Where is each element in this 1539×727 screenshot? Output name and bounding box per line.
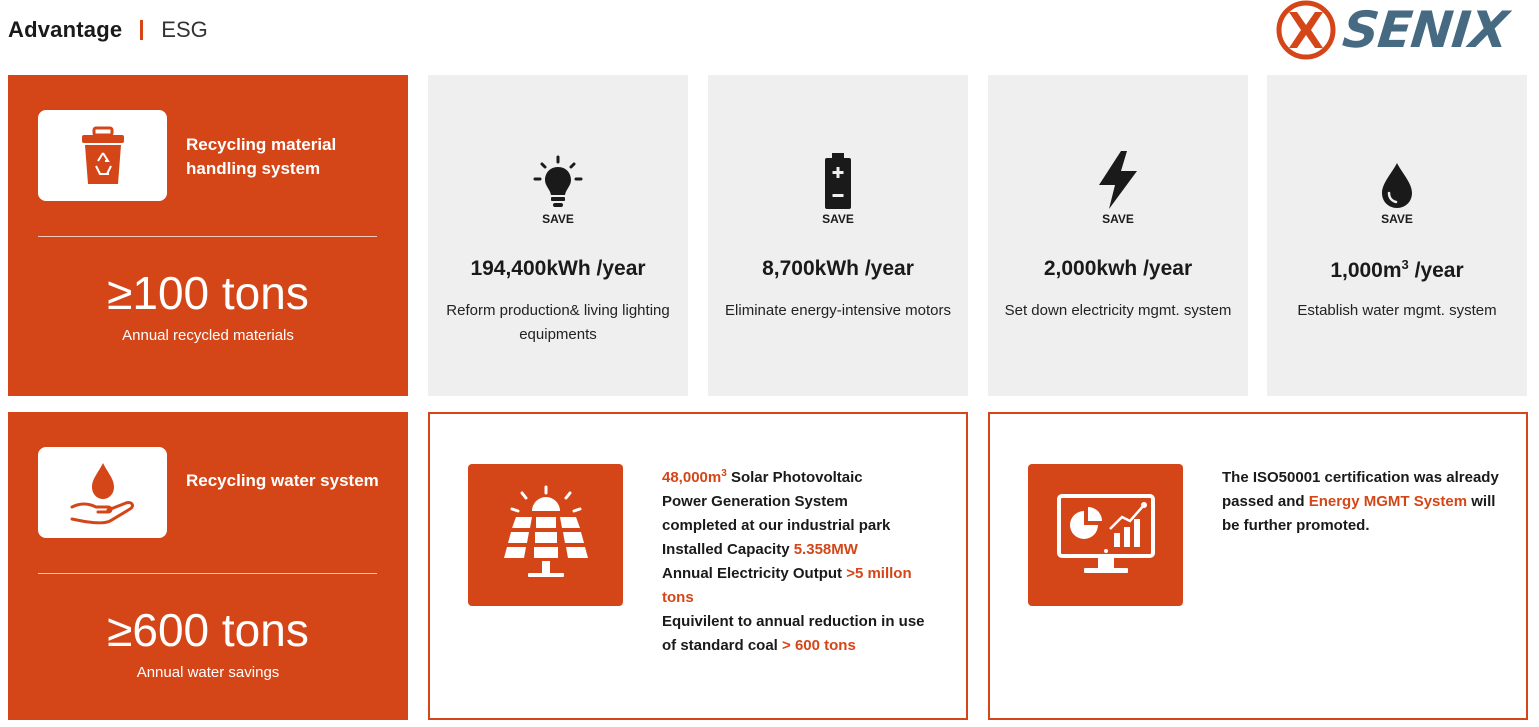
recycled-materials-value: ≥100 tons bbox=[107, 267, 309, 319]
capacity-value: 5.358MW bbox=[793, 541, 858, 558]
solar-panel-icon bbox=[498, 485, 594, 585]
page-title: Advantage bbox=[8, 17, 123, 42]
water-hand-icon bbox=[70, 461, 136, 525]
senix-wordmark: SENIX bbox=[1339, 1, 1511, 59]
monitor-chart-icon bbox=[1056, 493, 1156, 577]
save-label: SAVE bbox=[542, 212, 574, 226]
lighting-savings-value: 194,400kWh /year bbox=[470, 257, 646, 280]
solar-pv-card bbox=[428, 412, 968, 720]
electricity-savings-desc: Set down electricity mgmt. system bbox=[1004, 302, 1232, 319]
solar-area-value: $48,000m^3$ bbox=[662, 468, 727, 486]
senix-emblem-icon bbox=[1275, 0, 1337, 60]
senix-logo[interactable] bbox=[1275, 0, 1530, 60]
output-value: >5 millon tons bbox=[662, 565, 912, 606]
recycling-material-panel bbox=[8, 75, 408, 396]
recycling-water-label: Recycling water system bbox=[186, 471, 379, 490]
page-header bbox=[8, 14, 208, 46]
recycle-bin-icon bbox=[78, 126, 128, 186]
lighting-savings-desc: Reform production& living lighting equipments bbox=[446, 302, 670, 343]
panel-divider bbox=[38, 236, 377, 237]
recycling-water-panel bbox=[8, 412, 408, 720]
solar-pv-text: $48,000m^3$ Solar Photovoltaic Power Generation System completed at our industrial park Installed Capacity 5.358MW Annual Electricity Output >5 millon tons Equivilent to annual reduction in use of standard coal > 600 tons bbox=[662, 468, 925, 654]
recycling-water-icon-box bbox=[38, 447, 167, 538]
water-savings-value: ≥600 tons bbox=[107, 604, 309, 656]
solar-icon-box bbox=[468, 464, 623, 606]
iso-certification-card bbox=[988, 412, 1528, 720]
reduction-value: > 600 tons bbox=[782, 637, 856, 654]
save-card-motors bbox=[708, 75, 968, 396]
recycling-material-label: Recycling material handling system bbox=[186, 135, 337, 178]
lightbulb-icon bbox=[531, 155, 585, 209]
water-savings-card-value: $1,000m^3$ /year bbox=[1330, 257, 1464, 282]
panel-divider bbox=[38, 573, 377, 574]
save-label: SAVE bbox=[1102, 212, 1134, 226]
motors-savings-desc: Eliminate energy-intensive motors bbox=[725, 302, 951, 319]
lightning-icon bbox=[1097, 151, 1139, 209]
water-savings-card-desc: Establish water mgmt. system bbox=[1297, 302, 1497, 319]
battery-icon bbox=[823, 153, 853, 209]
save-card-electricity bbox=[988, 75, 1248, 396]
recycled-materials-caption: Annual recycled materials bbox=[122, 327, 294, 344]
water-savings-caption: Annual water savings bbox=[136, 664, 280, 681]
monitor-icon-box bbox=[1028, 464, 1183, 606]
recycling-material-icon-box bbox=[38, 110, 167, 201]
motors-savings-value: 8,700kWh /year bbox=[762, 257, 914, 280]
page-subtitle: ESG bbox=[161, 17, 208, 42]
iso-certification-text: The ISO50001 certification was already passed and Energy MGMT System will be further promoted. bbox=[1222, 469, 1499, 534]
energy-mgmt-highlight: Energy MGMT System bbox=[1308, 493, 1468, 510]
save-card-lighting bbox=[428, 75, 688, 396]
save-label: SAVE bbox=[1381, 212, 1413, 226]
title-divider bbox=[140, 20, 143, 40]
electricity-savings-value: 2,000kwh /year bbox=[1043, 257, 1193, 280]
save-card-water bbox=[1267, 75, 1527, 396]
water-drop-icon bbox=[1380, 163, 1414, 209]
save-label: SAVE bbox=[822, 212, 854, 226]
